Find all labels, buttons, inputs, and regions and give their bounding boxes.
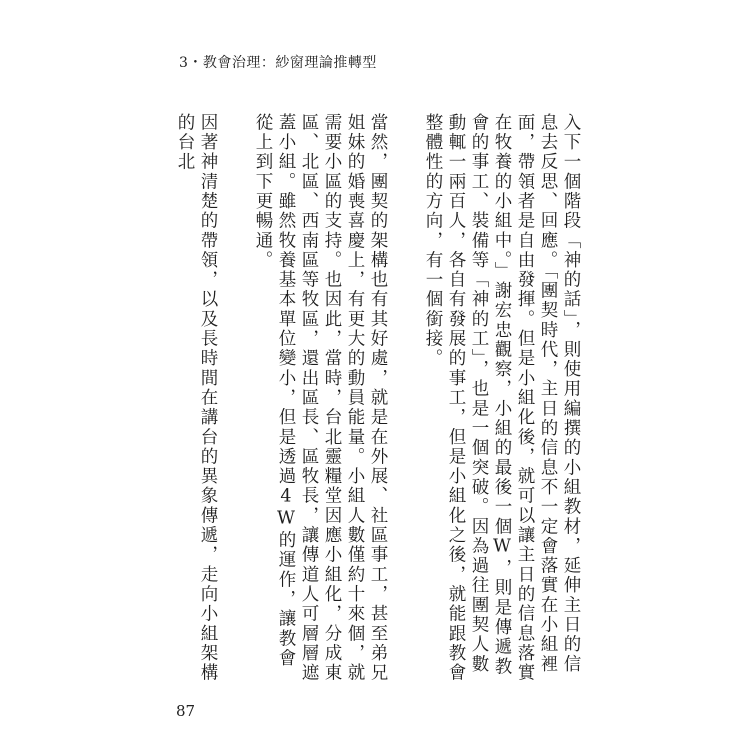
body-text — [162, 113, 582, 683]
running-header: 3・教會治理：紗窗理論推轉型 — [179, 55, 377, 71]
page-number: 87 — [176, 702, 196, 720]
paragraph-3: 因著神清楚的帶領，以及長時間在講台的異象傳遞，走向小組架構的台北 — [175, 113, 218, 683]
paragraph-1: 入下一個階段「神的話」，則使用編撰的小組教材，延伸主日的信息去反思、回應。「團契時代，主日的信息不一定會落實在小組裡面，帶領者是自由發揮。但是小組化後，就可以讓主日的信息落實在牧養的小組中。」謝宏忠觀察，小組的最後一個W，則是傳遞教會的事工、裝備等「神的工」，也是一個突破。因為過往團契人數動輒一兩百人，各自有發展的事工，但是小組化之後，就能跟教會整體性的方向，有一個銜接。 — [423, 113, 581, 683]
paragraph-2: 當然，團契的架構也有其好處，就是在外展、社區事工，甚至弟兄姐妹的婚喪喜慶上，有更大的動員能量。小組人數僅約十來個，就需要小區的支持。也因此，當時，台北靈糧堂因應小組化，分成東區、北區、西南區等牧區，還出區長、區牧長，讓傳道人可層層遮蓋小組。雖然牧養基本單位變小，但是透過4W的運作，讓教會從上到下更暢通。 — [253, 113, 388, 683]
